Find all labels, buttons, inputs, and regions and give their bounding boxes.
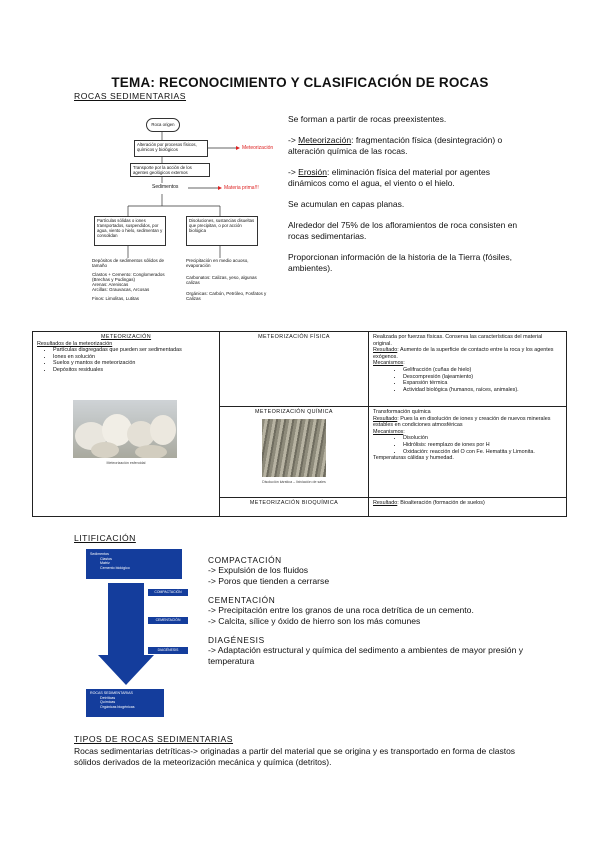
intro-p2-term: Meteorización: [298, 135, 352, 145]
photo-caption-esferoidal: Meteorización esferoidal: [106, 460, 146, 465]
section-heading-litificacion: LITIFICACIÓN: [74, 533, 136, 543]
tipos-text: Rocas sedimentarias detríticas-> originadas a partir del material que se origina y es transportado en forma de clastos sólidos derivados de la meteorización mecánica y química (detritos).: [74, 746, 516, 767]
meteorizacion-heading: METEORIZACIÓN: [100, 334, 152, 340]
diagram-label-compactacion: COMPACTACIÓN: [148, 589, 188, 596]
diagram-top-item: Cemento biológico: [100, 565, 130, 570]
diagram-bottom-item: Orgánicas biogénicas: [100, 704, 135, 709]
bio-result-label: Resultado: [373, 500, 398, 506]
flow-sediments: Sedimentos: [152, 184, 179, 190]
quimica-result: : Pues la en disolución de iones y creación de nuevos minerales estables en condiciones atmosféricas: [373, 415, 551, 429]
flow-right-res-2: Carbonatos: Calizas, yeso, algunas calizas: [186, 274, 257, 285]
flow-transport: Transporte por la acción de los agentes geológicos externos: [130, 163, 210, 177]
flow-origin-rock: Roca origen: [146, 118, 180, 132]
diagram-top-box: [86, 549, 182, 579]
page-title: TEMA: RECONOCIMIENTO Y CLASIFICACIÓN DE ROCAS: [111, 75, 489, 90]
diagenesis-line-1: -> Adaptación estructural y química del sedimento a ambientes de mayor presión y temperatura: [208, 645, 524, 666]
list-item: • Actividad biológica (humanos, raíces, animales).: [403, 387, 562, 394]
diagram-bottom-title: ROCAS SEDIMENTARIAS: [90, 691, 133, 695]
photo-caption-karst: Disolución kárstica – lixiviación de sales: [262, 479, 326, 484]
cementacion-heading: CEMENTACIÓN: [208, 595, 276, 605]
litification-diagram: [86, 549, 202, 719]
intro-p4: Se acumulan en capas planas.: [288, 199, 405, 209]
karst-photo: [262, 419, 326, 477]
diagram-top-item: Clastos: [100, 556, 112, 561]
intro-p3-rest: : eliminación física del material por agentes dinámicos como el agua, el viento o el hielo.: [288, 167, 490, 188]
list-item: • Partículas disgregadas que pueden ser sedimentadas: [53, 347, 215, 354]
spheroidal-weathering-photo: [73, 400, 177, 458]
quimica-result-label: Resultado: [373, 415, 398, 422]
diagram-top-item: Matriz: [100, 561, 110, 566]
compactacion-line-2: -> Poros que tienden a cerrarse: [208, 576, 330, 586]
flow-right-res-1: Precipitación en medio acuoso, evaporación: [186, 258, 249, 269]
flow-right-box: Disoluciones, sustancias disueltas que precipitan, o por acción biológica: [186, 216, 258, 246]
diagram-label-diagenesis: DIAGÉNESIS: [148, 647, 188, 654]
table-cell-fisica-title: [220, 332, 369, 407]
sediment-flowchart: [90, 108, 274, 318]
intro-p2: [288, 135, 528, 157]
flow-alteration: Alteración por procesos físicos, químicos y biológicos: [134, 140, 208, 157]
diagenesis-heading: DIAGÉNESIS: [208, 635, 265, 645]
flow-left-res-4: Arcillas: Grauvacas, Arcosas: [92, 287, 150, 293]
quimica-heading: METEORIZACIÓN QUÍMICA: [255, 409, 333, 415]
list-item: • Depósitos residuales: [53, 367, 215, 374]
table-cell-bio-title: [220, 498, 369, 517]
intro-p6: Proporcionan información de la historia de la Tierra (fósiles, ambientes).: [288, 252, 512, 273]
diagram-label-cementacion: CEMENTACIÓN: [148, 617, 188, 624]
list-item: • Hidrólisis: reemplazo de iones por H: [403, 442, 562, 449]
table-cell-quimica-title: [220, 407, 369, 498]
flow-left-results: [92, 258, 174, 301]
weathering-table: [32, 331, 567, 517]
fisica-result-label: Resultado: [373, 347, 398, 354]
litification-text: [208, 555, 528, 667]
fisica-result: : Aumento de la superficie de contacto entre la roca y los agentes exógenos.: [373, 347, 554, 360]
compactacion-line-1: -> Expulsión de los fluidos: [208, 565, 309, 575]
compactacion-heading: COMPACTACIÓN: [208, 555, 282, 565]
cementacion-line-2: -> Calcita, sílice y óxido de hierro son los más comunes: [208, 616, 421, 626]
intro-p5: Alrededor del 75% de los afloramientos de roca consisten en rocas sedimentarias.: [288, 220, 518, 241]
list-item: • Expansión térmica: [403, 380, 562, 387]
intro-p3: [288, 167, 528, 189]
meteorizacion-subheading: Resultados de la meteorización: [37, 340, 113, 347]
list-item: • Iones en solución: [53, 354, 215, 361]
flow-left-res-3: Arenas: Areniscas: [92, 282, 129, 288]
flow-left-res-2: Clastos + Cemento: Conglomerados (Brechas y Pudingas): [92, 271, 165, 282]
list-item: • Oxidación: reacción del O con Fe. Hematita y Limonita.: [403, 449, 562, 456]
flow-right-results: [186, 258, 268, 302]
flow-right-res-3: Orgánicas: Carbón, Petróleo, Fosfatos y Calizas: [186, 291, 267, 302]
list-item: • Disolución: [403, 435, 562, 442]
fisica-heading: METEORIZACIÓN FÍSICA: [258, 334, 330, 340]
intro-p3-term: Erosión: [298, 167, 327, 177]
table-cell-quimica-desc: Transformación química Resultado: Pues la en disolución de iones y creación de nuevos minerales estables en condiciones atmosféricas Mecanismos: • Disolución • Hidrólisis: reemplazo de iones por H • Oxidación: reacción del O con Fe. Hematita y Limonita. Temperaturas cálidas y humedad.: [369, 407, 567, 498]
intro-text: [288, 114, 528, 274]
flow-left-res-1: Depósitos de sedimentos sólidos de tamaño: [92, 258, 165, 269]
fisica-description: Realizada por fuerzas físicas. Conserva las características del material original.: [373, 334, 543, 347]
rock-boulders-image: [73, 400, 177, 458]
table-cell-fisica-desc: Realizada por fuerzas físicas. Conserva las características del material original. Resultado: Aumento de la superficie de contacto entre la roca y los agentes exógenos. Mecanismos: • Gelifracción (cuñas de hielo) • Descompresión (lajeamiento) • Expansión térmica • Actividad biológica (humanos, raíces, animales).: [369, 332, 567, 407]
bio-result: : Bioalteración (formación de suelos): [397, 500, 485, 506]
list-item: • Gelifracción (cuñas de hielo): [403, 367, 562, 374]
table-cell-bio-desc: [369, 498, 567, 517]
cementacion-line-1: -> Precipitación entre los granos de una roca detrítica de un cemento.: [208, 605, 474, 615]
quimica-description: Transformación química: [373, 409, 431, 415]
diagram-bottom-box: [86, 689, 164, 717]
diagram-top-title: Sedimentos: [90, 552, 109, 556]
list-item: • Suelos y mantos de meteorización: [53, 360, 215, 367]
table-cell-meteorizacion: [33, 332, 220, 517]
diagram-bottom-item: Detríticas: [100, 695, 116, 700]
bio-heading: METEORIZACIÓN BIOQUÍMICA: [249, 500, 339, 506]
quimica-temperature: Temperaturas cálidas y humedad.: [373, 455, 454, 462]
flow-meteorizacion-label: Meteorización: [242, 145, 274, 151]
flow-left-res-5: Finos: Limolitas, Lutitas: [92, 295, 140, 301]
intro-p1: Se forman a partir de rocas preexistentes.: [288, 114, 447, 124]
flow-left-box: Partículas sólidas o iones transportados, suspendidos, por agua, viento o hielo, sedimentan y consolidan: [94, 216, 166, 246]
quimica-mech-label: Mecanismos: [373, 428, 404, 435]
flow-materia-prima: Materia prima!!!: [224, 185, 259, 191]
section-heading-sedimentarias: ROCAS SEDIMENTARIAS: [74, 91, 187, 101]
intro-p3-arrow: ->: [288, 167, 296, 177]
fisica-mech-label: Mecanismos: [373, 360, 404, 367]
list-item: • Descompresión (lajeamiento): [403, 374, 562, 381]
meteorizacion-list: [37, 347, 215, 373]
intro-p2-arrow: ->: [288, 135, 296, 145]
section-heading-tipos: TIPOS DE ROCAS SEDIMENTARIAS: [74, 734, 234, 744]
diagram-bottom-item: Químicas: [100, 700, 116, 705]
intro-p2-rest: : fragmentación física (desintegración) o alteración química de las rocas.: [288, 135, 503, 156]
